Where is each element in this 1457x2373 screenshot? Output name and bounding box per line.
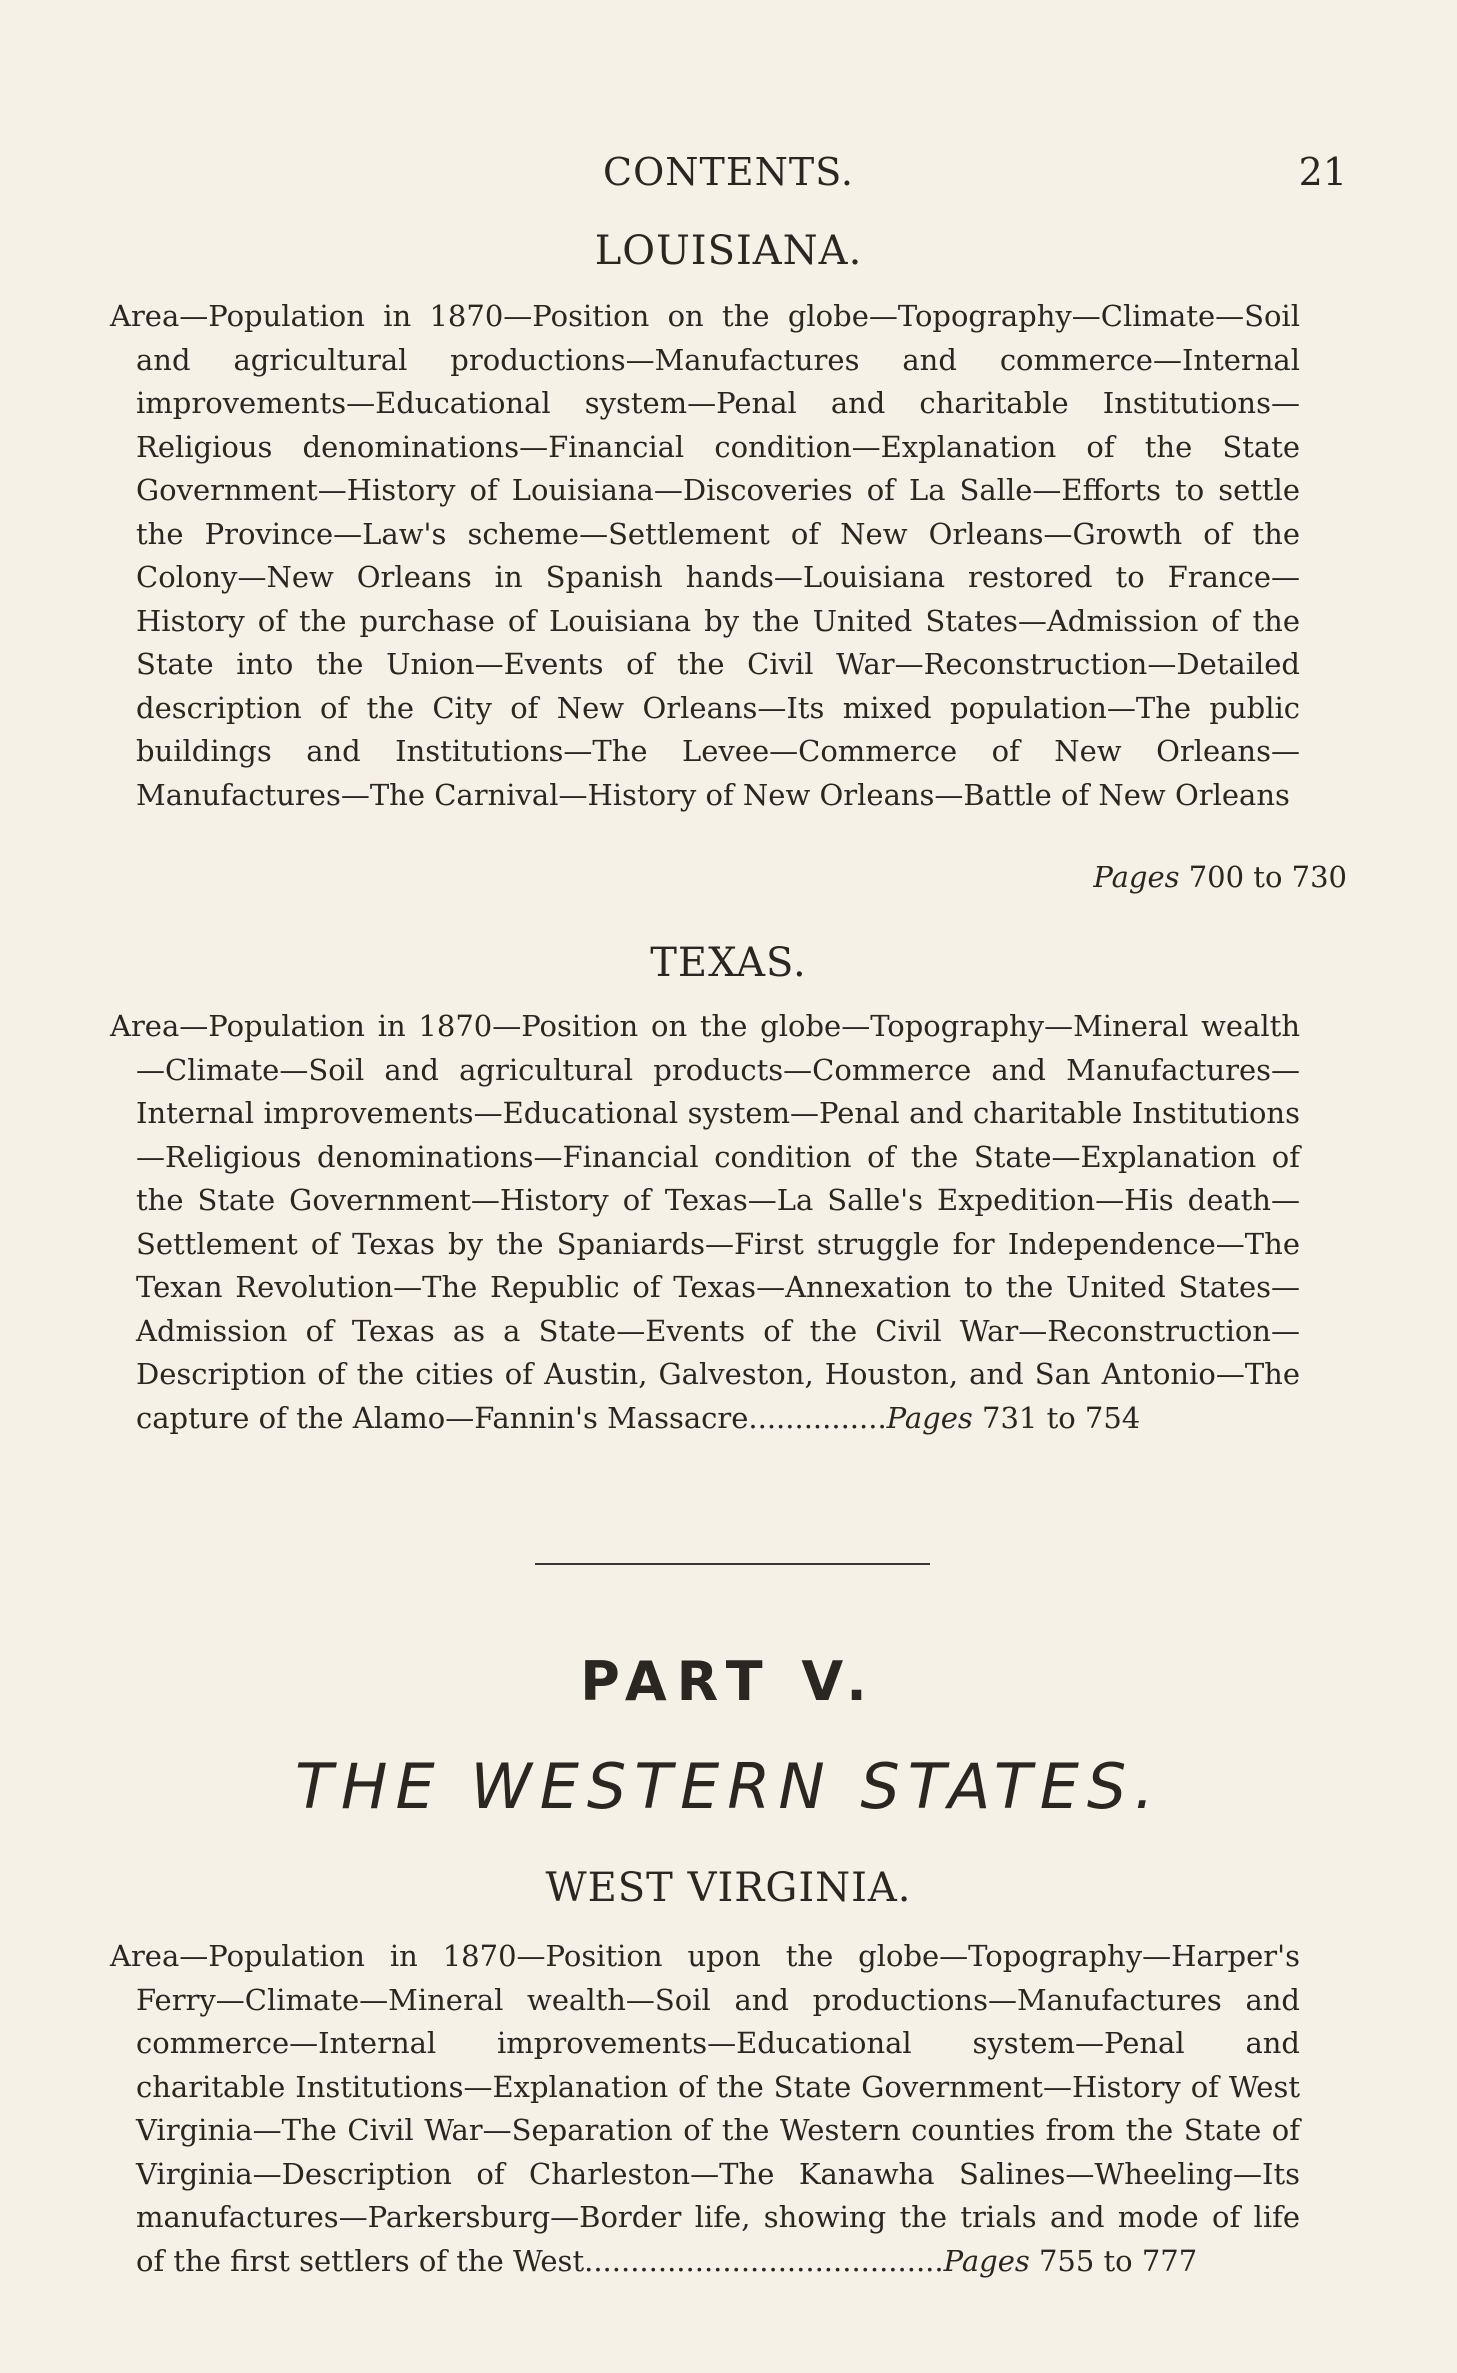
section-text-texas: Area—Population in 1870—Position on the globe—Topography—Mineral wealth—Climate—Soil and agricultural products—Commerce and Manufactures—Internal improvements—Educational system—Penal and charitable Institutions—Religious denominations—Financial condition of the State—Explanation of the State Government—History of Texas—La Salle's Expedition—His death—Settlement of Texas by the Spaniards—First struggle for Independence—The Texan Revolution—The Republic of Texas—Annexation to the United States—Admission of Texas as a State—Events of the Civil War—Reconstruction—Description of the cities of Austin, Galveston, Houston, and San Antonio—The capture of the Alamo—Fannin's Massacre [110,1009,1300,1435]
pages-label: Pages [1093,860,1180,894]
section-title-texas: TEXAS. [650,940,807,986]
pages-range: 755 to 777 [1038,2243,1198,2278]
part-subtitle: THE WESTERN STATES. [295,1750,1162,1823]
pages-louisiana [1093,860,1347,894]
header-title: CONTENTS. [603,150,854,194]
section-text-west-virginia: Area—Population in 1870—Position upon the globe—Topography—Harper's Ferry—Climate—Mineral wealth—Soil and productions—Manufactures and commerce—Internal improvements—Educational system—Penal and charitable Institutions—Explanation of the State Government—History of West Virginia—The Civil War—Separation of the Western counties from the State of Virginia—Description of Charleston—The Kanawha Salines—Wheeling—Its manufactures—Parkersburg—Border life, showing the trials and mode of life of the first settlers of the West [110,1939,1300,2278]
section-entry-west-virginia [110,1935,1300,2283]
part-title: PART V. [580,1650,877,1713]
section-entry-texas [110,1005,1300,1440]
pages-label: Pages [886,1400,973,1435]
dot-leader: ....................................... [584,2243,944,2278]
pages-label: Pages [943,2243,1030,2278]
pages-west-virginia [584,2244,1197,2278]
pages-range: 700 to 730 [1188,860,1347,894]
pages-texas [748,1401,1140,1435]
page-number: 21 [1298,150,1347,194]
pages-range: 731 to 754 [982,1400,1141,1435]
dot-leader: ............... [748,1400,887,1435]
running-header [0,150,1457,210]
section-text-louisiana: Area—Population in 1870—Position on the globe—Topography—Climate—Soil and agricultural productions—Manufactures and commerce—Internal improvements—Educational system—Penal and charitable Institutions—Religious denominations—Financial condition—Explanation of the State Government—History of Louisiana—Discoveries of La Salle—Efforts to settle the Province—Law's scheme—Settlement of New Orleans—Growth of the Colony—New Orleans in Spanish hands—Louisiana restored to France—History of the purchase of Louisiana by the United States—Admission of the State into the Union—Events of the Civil War—Reconstruction—Detailed description of the City of New Orleans—Its mixed population—The public buildings and Institutions—The Levee—Commerce of New Orleans—Manufactures—The Carnival—History of New Orleans—Battle of New Orleans [110,299,1300,812]
section-divider [535,1563,930,1565]
section-title-west-virginia: WEST VIRGINIA. [545,1865,912,1911]
section-title-louisiana: LOUISIANA. [594,228,863,274]
